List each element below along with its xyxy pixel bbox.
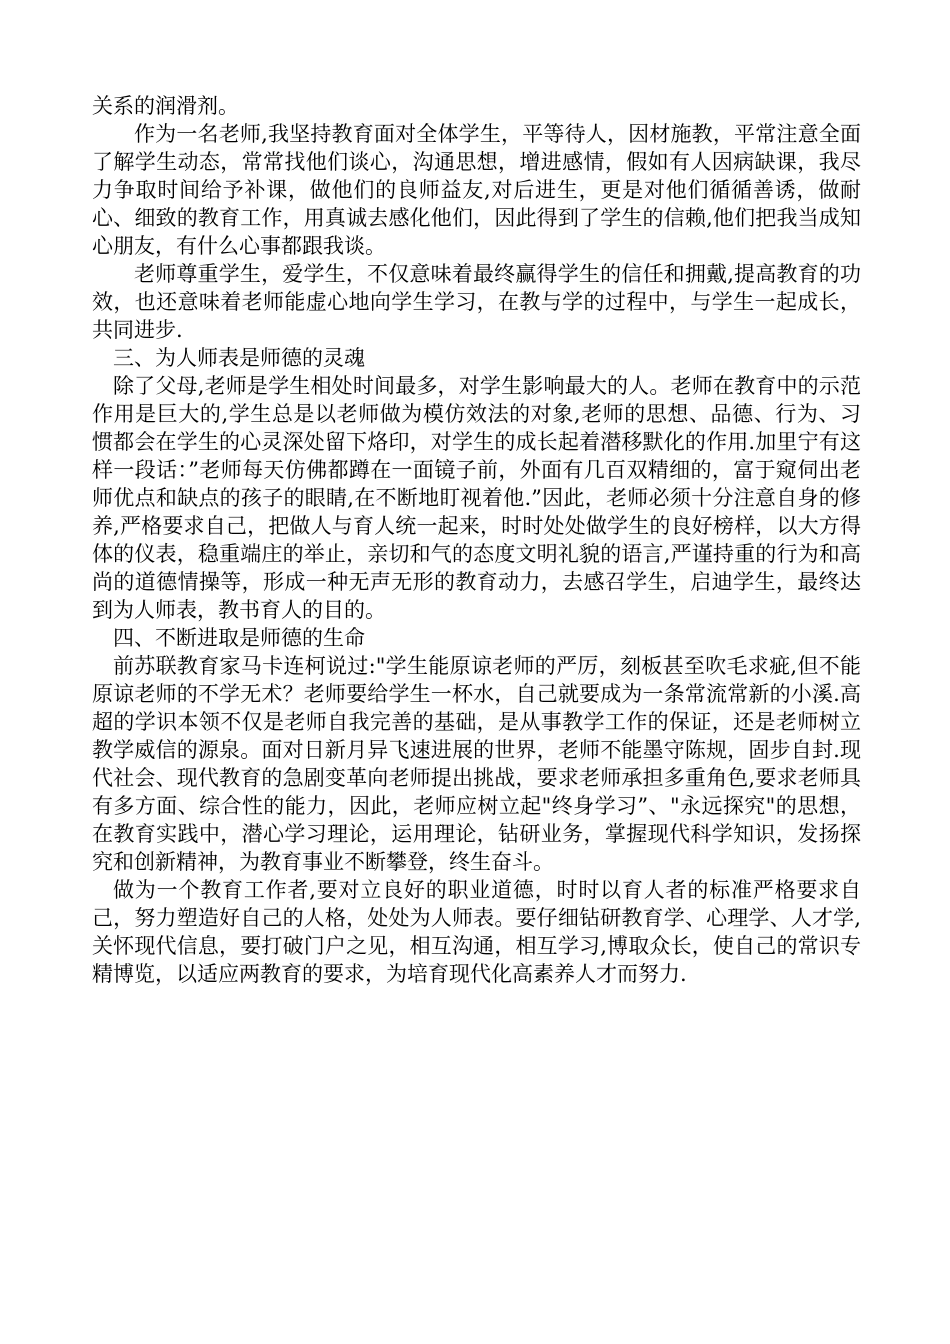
document-page [92, 92, 861, 988]
paragraph-6: 做为一个教育工作者,要对立良好的职业道德，时时以育人者的标准严格要求自己，努力塑造好自己的人格，处处为人师表。要仔细钻研教育学、心理学、人才学,关怀现代信息，要打破门户之见，相互沟通，相互学习,博取众长，使自己的常识专精博览，以适应两教育的要求，为培育现代化高素养人才而努力. [92, 878, 861, 986]
section-heading-4: 四、不断进取是师德的生命 [113, 626, 365, 650]
paragraph-2: 作为一名老师,我坚持教育面对全体学生，平等待人，因材施教，平常注意全面了解学生动态，常常找他们谈心，沟通思想，增进感情，假如有人因病缺课，我尽力争取时间给予补课，做他们的良师益友,对后进生，更是对他们循循善诱，做耐心、细致的教育工作，用真诚去感化他们，因此得到了学生的信赖,他们把我当成知心朋友，有什么心事都跟我谈。 [92, 122, 861, 258]
paragraph-1: 关系的润滑剂。 [92, 94, 239, 118]
section-heading-3: 三、为人师表是师德的灵魂 [113, 346, 365, 370]
paragraph-5: 前苏联教育家马卡连柯说过:"学生能原谅老师的严厉，刻板甚至吹毛求疵,但不能原谅老师的不学无术？老师要给学生一杯水，自己就要成为一条常流常新的小溪.高超的学识本领不仅是老师自我完善的基础，是从事教学工作的保证，还是老师树立教学威信的源泉。面对日新月异飞速进展的世界，老师不能墨守陈规，固步自封.现代社会、现代教育的急剧变革向老师提出挑战，要求老师承担多重角色,要求老师具有多方面、综合性的能力，因此，老师应树立起"终身学习”、"永远探究"的思想，在教育实践中，潜心学习理论，运用理论，钻研业务，掌握现代科学知识，发扬探究和创新精神，为教育事业不断攀登，终生奋斗。 [92, 654, 861, 874]
paragraph-3: 老师尊重学生，爱学生，不仅意味着最终赢得学生的信任和拥戴,提高教育的功效，也还意味着老师能虚心地向学生学习，在教与学的过程中，与学生一起成长，共同进步. [92, 262, 861, 342]
paragraph-4: 除了父母,老师是学生相处时间最多，对学生影响最大的人。老师在教育中的示范作用是巨大的,学生总是以老师做为模仿效法的对象,老师的思想、品德、行为、习惯都会在学生的心灵深处留下烙印，对学生的成长起着潜移默化的作用.加里宁有这样一段话：”老师每天仿佛都蹲在一面镜子前，外面有几百双精细的，富于窥伺出老师优点和缺点的孩子的眼睛,在不断地盯视着他.”因此，老师必须十分注意自身的修养,严格要求自己，把做人与育人统一起来，时时处处做学生的良好榜样，以大方得体的仪表，稳重端庄的举止，亲切和气的态度文明礼貌的语言,严谨持重的行为和高尚的道德情操等，形成一种无声无形的教育动力，去感召学生，启迪学生，最终达到为人师表，教书育人的目的。 [92, 374, 861, 622]
